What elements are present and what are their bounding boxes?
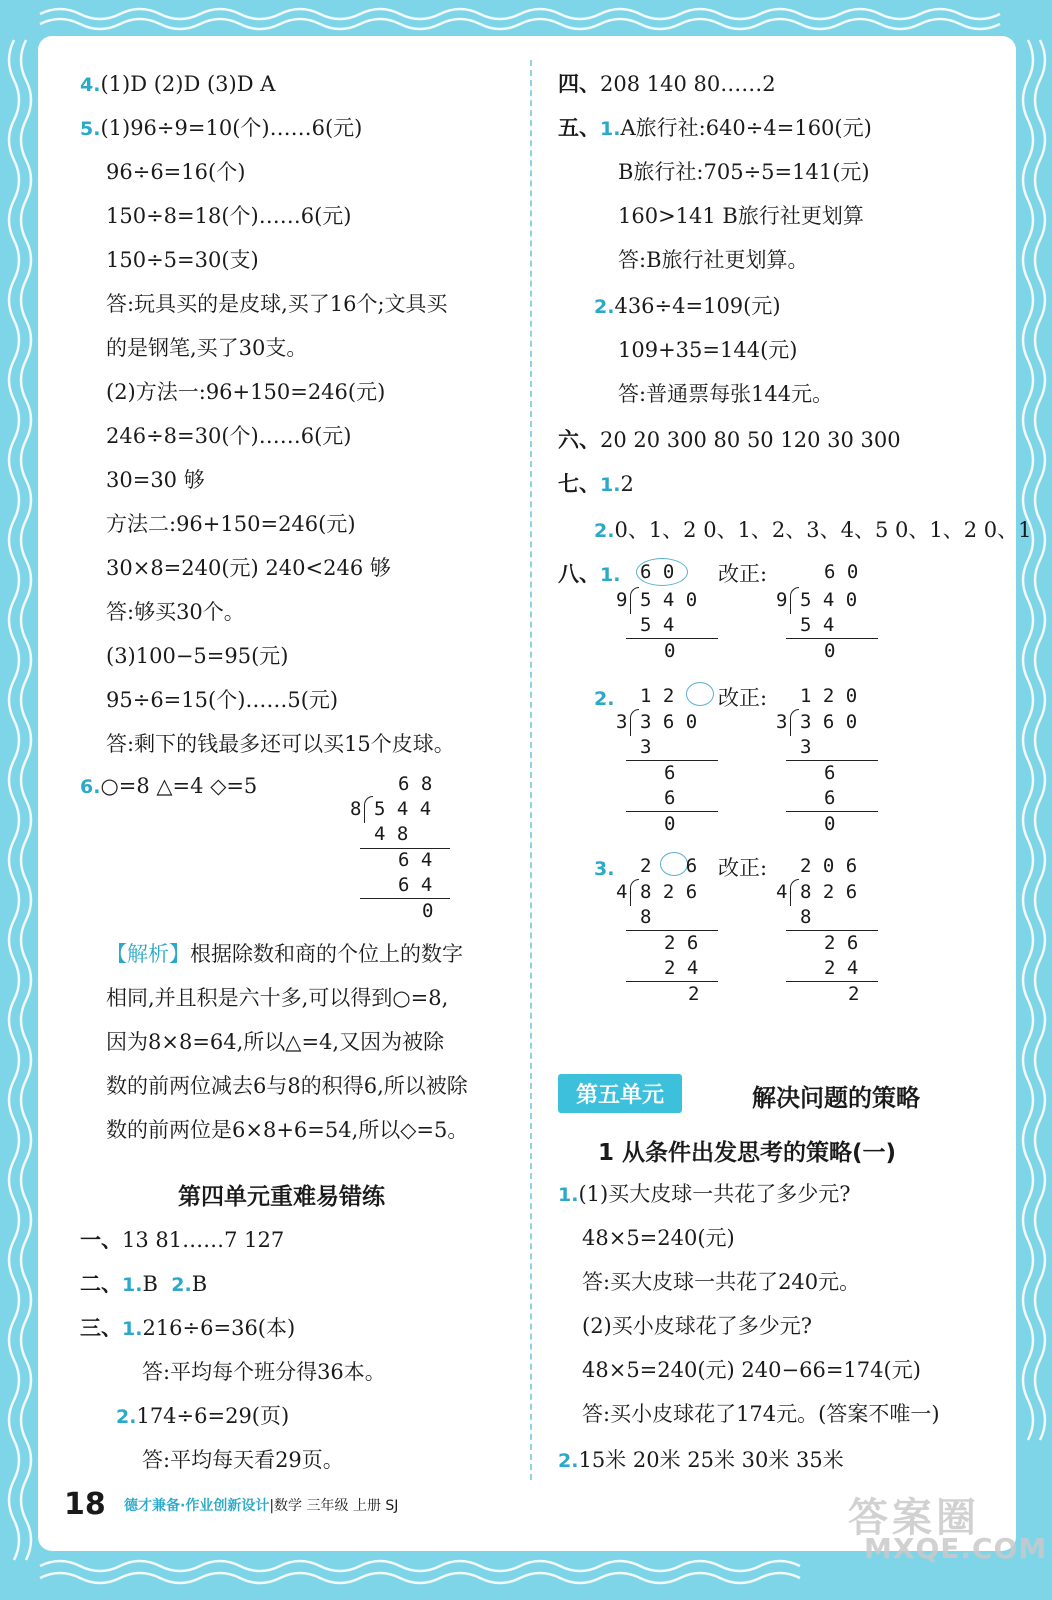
lesson-q1-line-2: 答:买大皮球一共花了240元。: [582, 1270, 861, 1294]
item-number: 1.: [122, 1274, 143, 1296]
ld-dividend: 8 2 6: [800, 881, 858, 903]
ld-step: 8: [640, 906, 652, 928]
item-san-1-answer: 答:平均每个班分得36本。: [142, 1360, 386, 1384]
q5-line-4: 答:玩具买的是皮球,买了16个;文具买: [106, 292, 448, 316]
item-text: B: [191, 1272, 208, 1296]
ba-q3-wrong-division: [614, 854, 724, 1004]
item-prefix: 七、: [558, 472, 600, 496]
item-text: B: [142, 1272, 158, 1296]
item-text: 174÷6=29(页): [136, 1404, 290, 1428]
ld-step: 2 4: [664, 957, 699, 979]
q5-line-12: (3)100−5=95(元): [106, 644, 289, 668]
footer-info: [124, 1495, 398, 1515]
q5-line-11: 答:够买30个。: [106, 600, 245, 624]
ld-divisor: 4: [776, 881, 788, 903]
item-prefix: 二、: [80, 1272, 122, 1296]
watermark-logo: [838, 1486, 1048, 1572]
ld-step: 6 4: [398, 849, 433, 871]
column-divider: [530, 60, 532, 1480]
ba-q2-wrong-division: [614, 684, 724, 834]
wu-q1-line-2: 160>141 B旅行社更划算: [618, 204, 864, 228]
q5-line-6: (2)方法一:96+150=246(元): [106, 380, 386, 404]
q4-text: (1)D (2)D (3)D A: [100, 72, 276, 96]
ld-step: 2 4: [824, 957, 859, 979]
ba-q2-right-division: [774, 684, 884, 834]
q5-line-1: 96÷6=16(个): [106, 160, 246, 184]
item-san-2-answer: 答:平均每天看29页。: [142, 1448, 344, 1472]
q6-long-division: [348, 772, 458, 922]
ld-rule: [786, 981, 878, 982]
q6-text: ○=8 △=4 ◇=5: [100, 774, 258, 798]
item-prefix: 五、: [558, 116, 600, 140]
q5-line-13: 95÷6=15(个)……5(元): [106, 688, 339, 712]
ld-divisor: 3: [776, 711, 788, 733]
ld-step: 2 6: [824, 932, 859, 954]
q5-line-9: 方法二:96+150=246(元): [106, 512, 356, 536]
item-prefix: 一、: [80, 1228, 122, 1252]
liu-answer: [558, 426, 901, 454]
ld-step: 3: [800, 736, 812, 758]
q5-number: 5.: [80, 118, 101, 140]
ba-q1-label: [558, 560, 620, 589]
item-number: 1.: [600, 474, 621, 496]
ld-step: 0: [664, 640, 676, 662]
item-text: 216÷6=36(本): [142, 1316, 296, 1340]
q5-line-2: 150÷8=18(个)……6(元): [106, 204, 352, 228]
analysis-line-0: [106, 940, 463, 968]
item-prefix: 八、: [558, 562, 600, 586]
ld-step: 0: [664, 813, 676, 835]
ld-rule: [626, 981, 718, 982]
ld-step: 6: [664, 787, 676, 809]
watermark-text: 答案圈: [848, 1495, 980, 1541]
correct-label: 改正:: [718, 686, 768, 710]
ld-step: 0: [824, 640, 836, 662]
q6-number: 6.: [80, 776, 101, 798]
item-prefix: 六、: [558, 428, 600, 452]
ld-divisor: 8: [350, 798, 362, 820]
item-number: 2.: [594, 520, 615, 542]
item-san-2: [116, 1402, 289, 1431]
ld-dividend: 5 4 0: [800, 589, 858, 611]
si-answer: [558, 70, 776, 98]
ld-step: 6: [824, 762, 836, 784]
analysis-line-2: 因为8×8=64,所以△=4,又因为被除: [106, 1030, 445, 1054]
ld-quotient: 6 8: [398, 773, 433, 795]
ld-dividend: 8 2 6: [640, 881, 698, 903]
item-number: 3.: [594, 858, 615, 880]
footer-brand: 德才兼备·作业创新设计: [124, 1498, 270, 1514]
ld-bracket: [364, 796, 373, 823]
item-number: 1.: [122, 1318, 143, 1340]
ld-divisor: 3: [616, 711, 628, 733]
item-text: 15米 20米 25米 30米 35米: [578, 1448, 844, 1472]
qi-q2: [594, 516, 1032, 545]
lesson-q1-line-0: [558, 1180, 850, 1209]
ld-divisor: 9: [616, 589, 628, 611]
ld-step: 6 4: [398, 874, 433, 896]
unit-badge: 第五单元: [558, 1074, 682, 1113]
item-number: 2.: [558, 1450, 579, 1472]
qi-q1: [558, 470, 634, 499]
ld-quotient: 2 6: [640, 855, 698, 877]
item-text: 20 20 300 80 50 120 30 300: [600, 428, 901, 452]
wu-q1-line-0: [558, 114, 872, 143]
ld-quotient: 2 0 6: [800, 855, 858, 877]
ba-q3-label: [594, 854, 614, 883]
item-text: 2: [620, 472, 634, 496]
analysis-tag: 【解析】: [106, 942, 190, 966]
ld-step: 4 8: [374, 823, 409, 845]
ba-q2-label: [594, 684, 614, 713]
wu-q1-line-1: B旅行社:705÷5=141(元): [618, 160, 870, 184]
ld-bracket: [630, 587, 639, 614]
ld-quotient: 1 2: [640, 685, 675, 707]
lesson-q2: [558, 1446, 844, 1475]
ld-step: 2: [848, 983, 860, 1005]
ld-step: 0: [422, 900, 434, 922]
footer-subject: |数学 三年级 上册 SJ: [269, 1498, 399, 1514]
item-text: 436÷4=109(元): [614, 294, 781, 318]
ld-step: 5 4: [640, 614, 675, 636]
q5-line-5: 的是钢笔,买了30支。: [106, 336, 308, 360]
q5-line-14: 答:剩下的钱最多还可以买15个皮球。: [106, 732, 455, 756]
item-number: 2.: [594, 296, 615, 318]
ld-bracket: [790, 587, 799, 614]
section-title: 第四单元重难易错练: [178, 1184, 385, 1210]
q5-line-8: 30=30 够: [106, 468, 205, 492]
ld-quotient: 1 2 0: [800, 685, 858, 707]
item-number: 2.: [171, 1274, 192, 1296]
item-text: 13 81……7 127: [122, 1228, 285, 1252]
q5-line-10: 30×8=240(元) 240<246 够: [106, 556, 391, 580]
ld-divisor: 4: [616, 881, 628, 903]
ld-rule: [360, 898, 450, 899]
item-text: 0、1、2 0、1、2、3、4、5 0、1、2 0、1: [614, 518, 1032, 542]
lesson-q1-line-4: 48×5=240(元) 240−66=174(元): [582, 1358, 921, 1382]
correct-label: 改正:: [718, 562, 768, 586]
q5-text: (1)96÷9=10(个)……6(元): [100, 116, 363, 140]
ba-q1-right-division: [774, 560, 884, 670]
wu-q2-line-0: [594, 292, 781, 321]
lesson-q1-line-3: (2)买小皮球花了多少元?: [582, 1314, 813, 1338]
ld-dividend: 5 4 4: [374, 798, 432, 820]
ld-divisor: 9: [776, 589, 788, 611]
ld-step: 8: [800, 906, 812, 928]
item-number: 2.: [594, 688, 615, 710]
q4-number: 4.: [80, 74, 101, 96]
analysis-line-3: 数的前两位减去6与8的积得6,所以被除: [106, 1074, 468, 1098]
lesson-title: 1 从条件出发思考的策略(一): [598, 1140, 897, 1166]
lesson-q1-line-5: 答:买小皮球花了174元。(答案不唯一): [582, 1402, 940, 1426]
item-er: [80, 1270, 207, 1299]
ld-dividend: 5 4 0: [640, 589, 698, 611]
q5-line-3: 150÷5=30(支): [106, 248, 259, 272]
q5-line-7: 246÷8=30(个)……6(元): [106, 424, 352, 448]
ld-step: 6: [824, 787, 836, 809]
ba-q3-right-division: [774, 854, 884, 1004]
ld-bracket: [630, 709, 639, 736]
item-prefix: 三、: [80, 1316, 122, 1340]
item-text: 208 140 80……2: [600, 72, 776, 96]
ld-quotient: 6 0: [640, 561, 675, 583]
item-yi: [80, 1226, 284, 1254]
wu-q2-line-2: 答:普通票每张144元。: [618, 382, 834, 406]
q4-answer: [80, 70, 275, 99]
watermark-url: MXQE.COM: [864, 1532, 1048, 1565]
ld-step: 0: [824, 813, 836, 835]
ld-step: 2 6: [664, 932, 699, 954]
item-number: 1.: [600, 564, 621, 586]
ld-bracket: [790, 709, 799, 736]
wu-q2-line-1: 109+35=144(元): [618, 338, 798, 362]
item-number: 1.: [558, 1184, 579, 1206]
ld-step: 2: [688, 983, 700, 1005]
ld-step: 3: [640, 736, 652, 758]
ld-step: 5 4: [800, 614, 835, 636]
item-san-1: [80, 1314, 295, 1343]
ld-bracket: [630, 879, 639, 906]
page-number: 18: [64, 1487, 106, 1522]
ba-q1-wrong-division: [614, 560, 724, 670]
ld-dividend: 3 6 0: [640, 711, 698, 733]
correct-label: 改正:: [718, 856, 768, 880]
item-text: A旅行社:640÷4=160(元): [620, 116, 872, 140]
item-number: 1.: [600, 118, 621, 140]
ld-step: 6: [664, 762, 676, 784]
lesson-q1-line-1: 48×5=240(元): [582, 1226, 735, 1250]
ld-bracket: [790, 879, 799, 906]
ld-quotient: 6 0: [824, 561, 859, 583]
analysis-text: 根据除数和商的个位上的数字: [190, 942, 463, 966]
q5-line-0: [80, 114, 362, 143]
item-number: 2.: [116, 1406, 137, 1428]
q6-answer: [80, 772, 257, 801]
item-prefix: 四、: [558, 72, 600, 96]
item-text: (1)买大皮球一共花了多少元?: [578, 1182, 851, 1206]
analysis-line-1: 相同,并且积是六十多,可以得到○=8,: [106, 986, 449, 1010]
analysis-line-4: 数的前两位是6×8+6=54,所以◇=5。: [106, 1118, 469, 1142]
ld-dividend: 3 6 0: [800, 711, 858, 733]
wu-q1-line-3: 答:B旅行社更划算。: [618, 248, 809, 272]
unit-title: 解决问题的策略: [752, 1084, 920, 1112]
error-circle: [686, 682, 714, 706]
